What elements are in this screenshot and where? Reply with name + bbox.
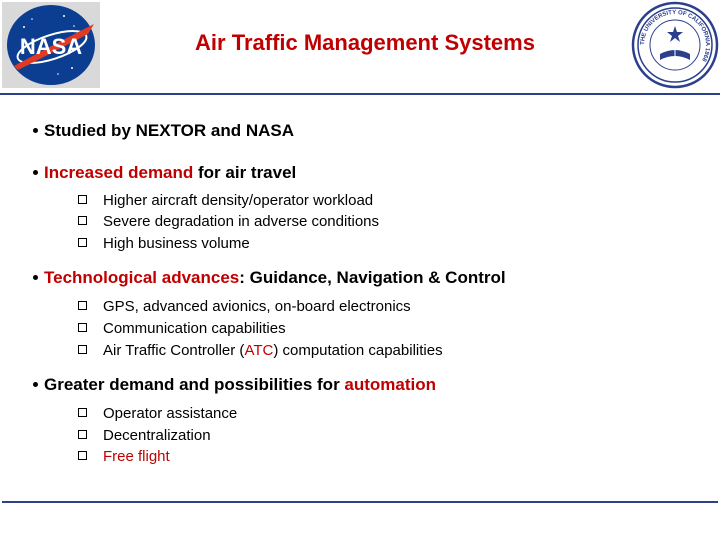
university-of-california-seal bbox=[630, 0, 720, 90]
bullet-text: for air travel bbox=[193, 163, 297, 182]
checkbox-bullet-icon bbox=[78, 408, 87, 417]
footer-rule bbox=[2, 501, 718, 503]
seal-text: THE UNIVERSITY OF CALIFORNIA 1868 bbox=[639, 9, 711, 63]
sub-bullet-text-highlight: ATC bbox=[244, 342, 274, 359]
bullet-text-highlight: Increased demand bbox=[44, 163, 194, 182]
sub-bullet-text: Higher aircraft density/operator workload bbox=[103, 192, 374, 209]
checkbox-bullet-icon bbox=[78, 430, 87, 439]
bullet-dot-icon bbox=[33, 382, 38, 387]
checkbox-bullet-icon bbox=[78, 323, 87, 332]
sub-bullet-text-part: Air Traffic Controller ( bbox=[103, 342, 245, 359]
checkbox-bullet-icon bbox=[78, 216, 87, 225]
sub-bullet-text bbox=[103, 342, 443, 359]
sub-bullet-text-part: ) computation capabilities bbox=[273, 342, 443, 359]
checkbox-bullet-icon bbox=[78, 238, 87, 247]
sub-bullet-text: High business volume bbox=[103, 235, 250, 252]
sub-bullet-text: Severe degradation in adverse conditions bbox=[103, 213, 380, 230]
bullet-item bbox=[44, 375, 436, 395]
nasa-logo bbox=[2, 2, 100, 88]
sub-bullet-text-highlight: Free flight bbox=[103, 448, 170, 465]
bullet-item bbox=[44, 121, 294, 141]
bullet-text-highlight: automation bbox=[344, 375, 437, 394]
bullet-text: : Guidance, Navigation & Control bbox=[239, 268, 506, 287]
sub-bullet-text: GPS, advanced avionics, on-board electronics bbox=[103, 298, 411, 315]
bullet-item bbox=[44, 268, 506, 288]
sub-bullet-text: Operator assistance bbox=[103, 405, 238, 422]
slide-title: Air Traffic Management Systems bbox=[195, 30, 535, 55]
bullet-text-highlight: Technological advances bbox=[44, 268, 240, 287]
checkbox-bullet-icon bbox=[78, 345, 87, 354]
bullet-dot-icon bbox=[33, 128, 38, 133]
sub-bullet-text: Decentralization bbox=[103, 427, 211, 444]
bullet-item bbox=[44, 163, 296, 183]
bullet-text: Greater demand and possibilities for bbox=[44, 375, 345, 394]
bullet-dot-icon bbox=[33, 275, 38, 280]
header-rule bbox=[0, 93, 720, 95]
checkbox-bullet-icon bbox=[78, 301, 87, 310]
bullet-text: Studied by NEXTOR and NASA bbox=[44, 121, 294, 140]
checkbox-bullet-icon bbox=[78, 451, 87, 460]
nasa-wordmark: NASA bbox=[19, 34, 83, 59]
checkbox-bullet-icon bbox=[78, 195, 87, 204]
bullet-dot-icon bbox=[33, 170, 38, 175]
sub-bullet-text: Communication capabilities bbox=[103, 320, 286, 337]
